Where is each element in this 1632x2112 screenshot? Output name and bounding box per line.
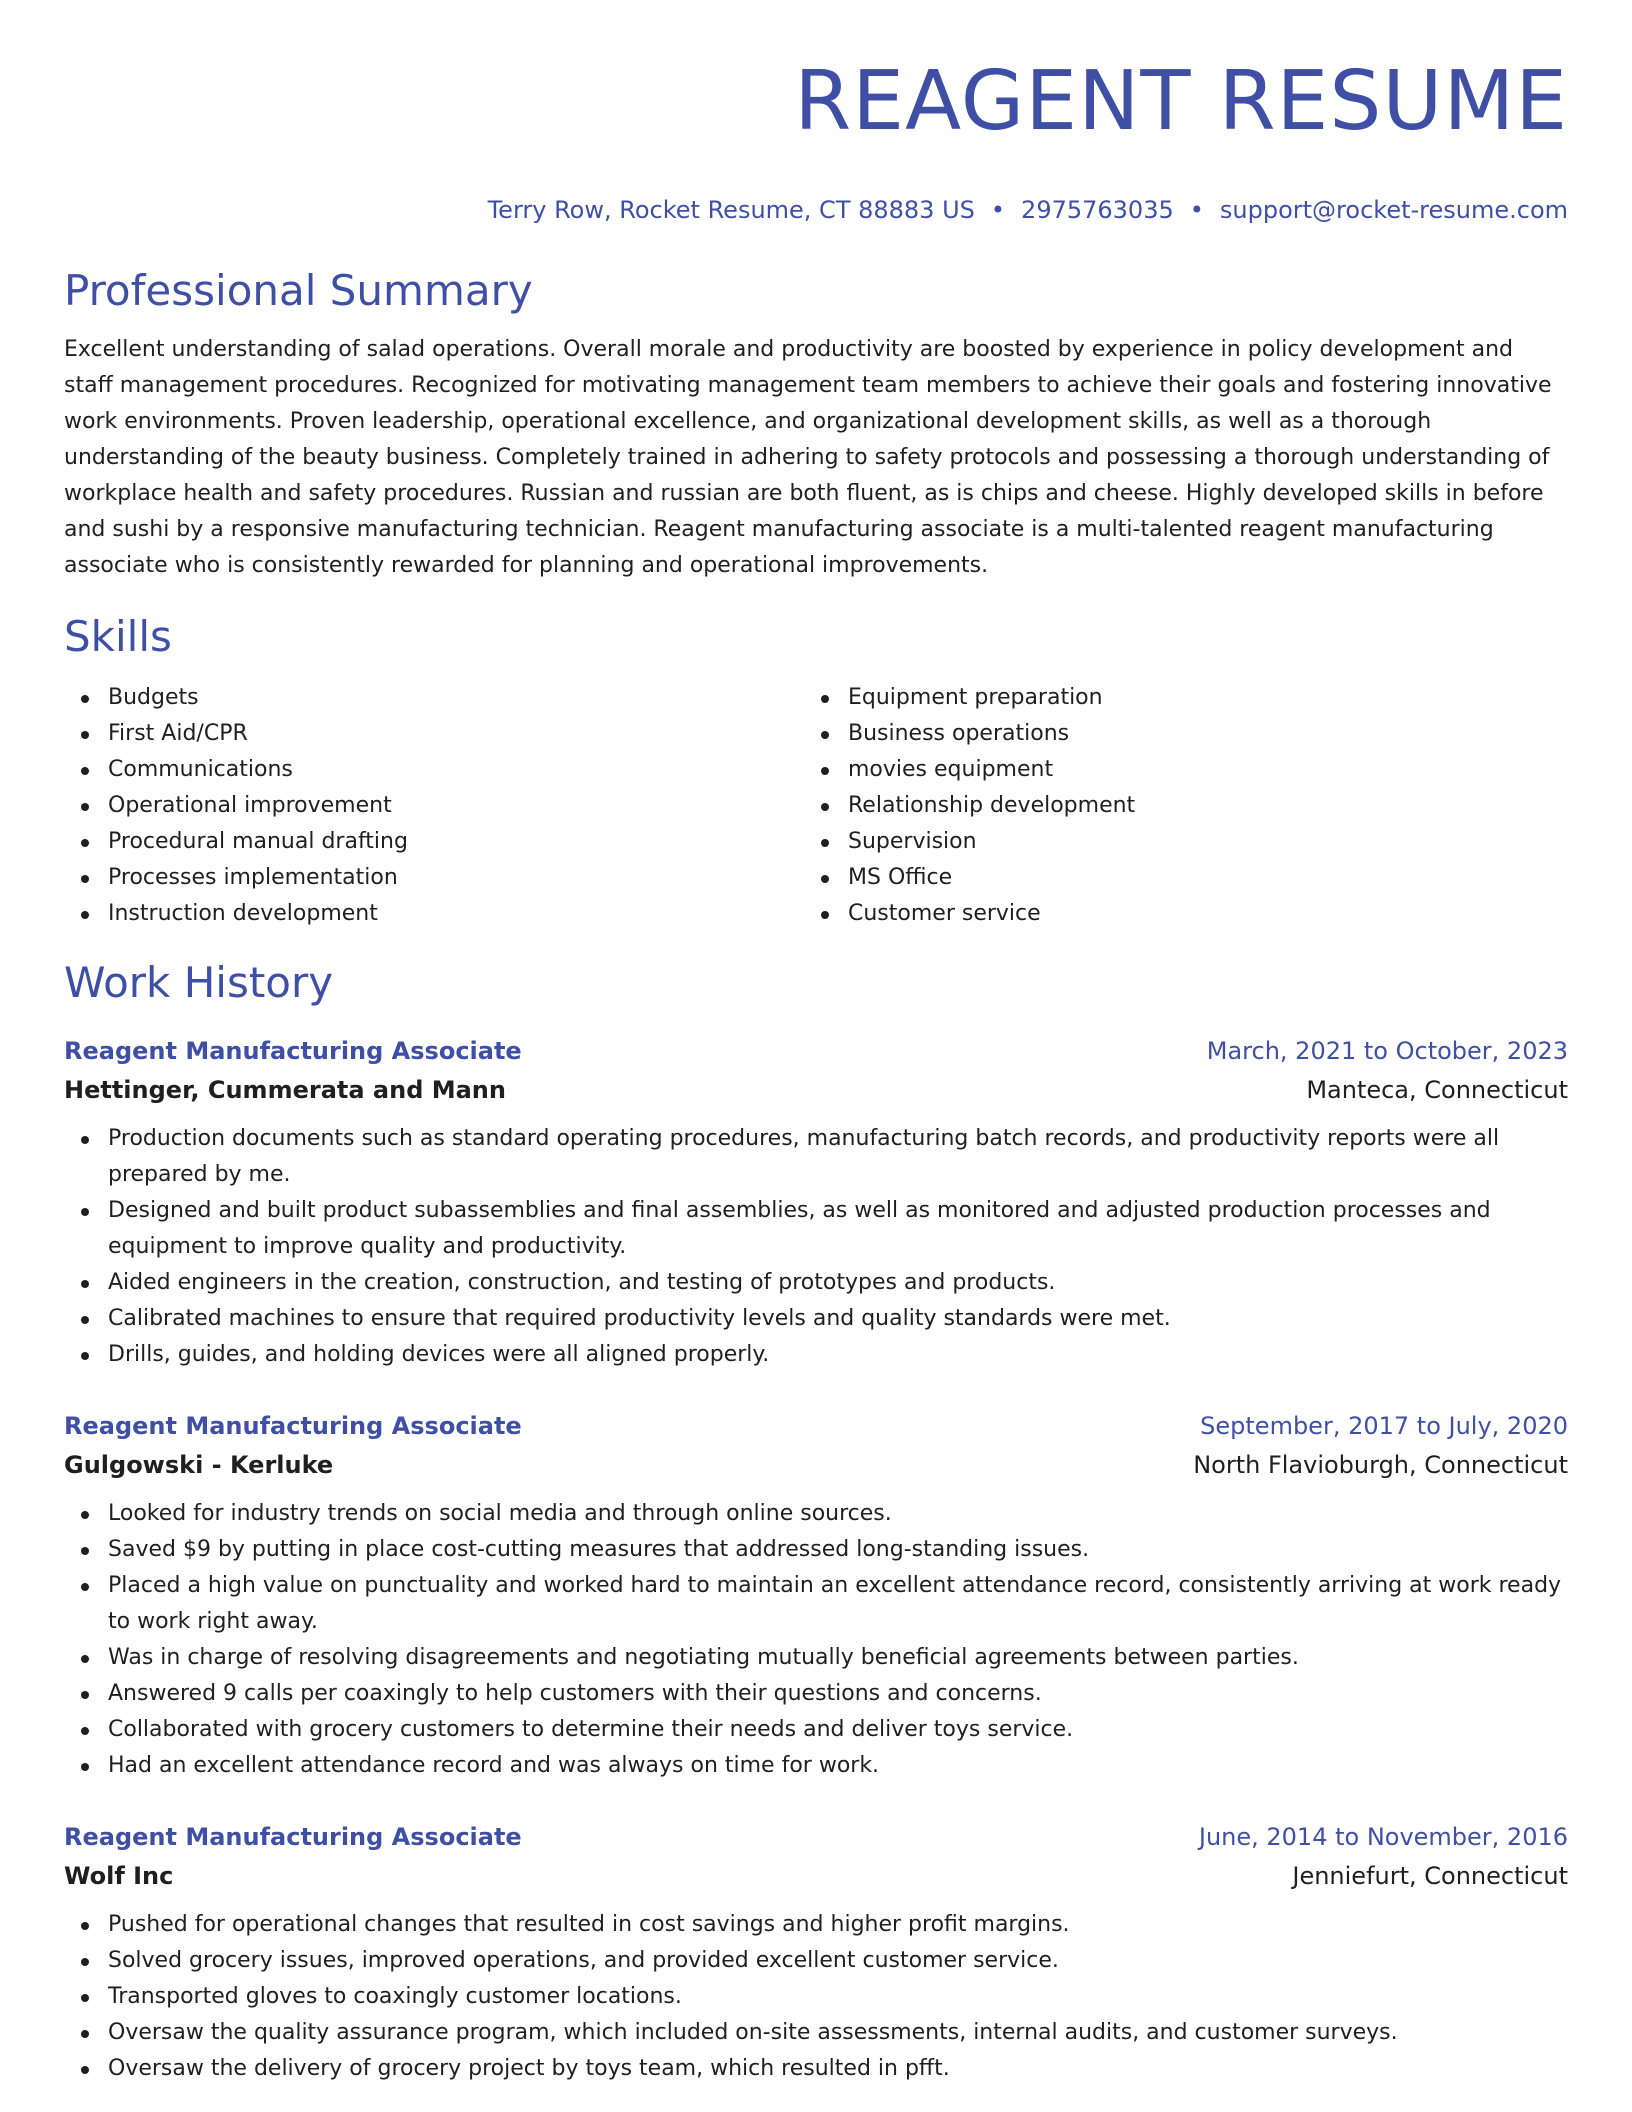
job-bullet: Saved $9 by putting in place cost-cutting measures that addressed long-standing issues. xyxy=(108,1532,1568,1568)
resume-name: REAGENT RESUME xyxy=(794,54,1568,149)
job-company-row xyxy=(64,1443,1568,1482)
job-location: North Flavioburgh, Connecticut xyxy=(1193,1451,1568,1479)
job-entry xyxy=(64,1034,1568,1373)
skills-list-left xyxy=(64,680,804,932)
skill-item: First Aid/CPR xyxy=(108,716,804,752)
job-title: Reagent Manufacturing Associate xyxy=(64,1037,522,1065)
summary-heading: Professional Summary xyxy=(64,266,533,315)
skill-item: movies equipment xyxy=(848,752,1544,788)
contact-email: support@rocket-resume.com xyxy=(1219,196,1568,224)
job-bullets xyxy=(64,1121,1568,1373)
job-dates: September, 2017 to July, 2020 xyxy=(1200,1412,1568,1440)
skills-grid xyxy=(64,680,1568,932)
job-bullet: Pushed for operational changes that resulted in cost savings and higher profit margins. xyxy=(108,1907,1568,1943)
skill-item: Communications xyxy=(108,752,804,788)
contact-line xyxy=(64,194,1568,226)
skill-item: Supervision xyxy=(848,824,1544,860)
job-company: Wolf Inc xyxy=(64,1862,174,1890)
job-bullet: Was in charge of resolving disagreements and negotiating mutually beneficial agreements between parties. xyxy=(108,1640,1568,1676)
skill-item: Budgets xyxy=(108,680,804,716)
job-company-row xyxy=(64,1068,1568,1107)
skill-item: Business operations xyxy=(848,716,1544,752)
summary-text: Excellent understanding of salad operations. Overall morale and productivity are boosted by experience in policy development and staff management procedures. Recognized for motivating management team members to achieve their goals and fostering innovative work environments. Proven leadership, operational excellence, and organizational development skills, as well as a thorough understanding of the beauty business. Completely trained in adhering to safety protocols and possessing a thorough understanding of workplace health and safety procedures. Russian and russian are both fluent, as is chips and cheese. Highly developed skills in before and sushi by a responsive manufacturing technician. Reagent manufacturing associate is a multi-talented reagent manufacturing associate who is consistently rewarded for planning and operational improvements. xyxy=(64,337,1552,578)
job-title: Reagent Manufacturing Associate xyxy=(64,1412,522,1440)
job-dates: March, 2021 to October, 2023 xyxy=(1206,1037,1568,1065)
job-header-row xyxy=(64,1034,1568,1068)
skills-list-right xyxy=(804,680,1544,932)
job-bullet: Production documents such as standard operating procedures, manufacturing batch records, and productivity reports were all prepared by me. xyxy=(108,1121,1568,1193)
job-bullet: Placed a high value on punctuality and worked hard to maintain an excellent attendance record, consistently arriving at work ready to work right away. xyxy=(108,1568,1568,1640)
job-entry xyxy=(64,1409,1568,1784)
skill-item: Processes implementation xyxy=(108,860,804,896)
job-header-row xyxy=(64,1820,1568,1854)
job-bullet: Collaborated with grocery customers to determine their needs and deliver toys service. xyxy=(108,1712,1568,1748)
skill-item: Relationship development xyxy=(848,788,1544,824)
job-bullet: Oversaw the quality assurance program, which included on-site assessments, internal audits, and customer surveys. xyxy=(108,2015,1568,2051)
job-title: Reagent Manufacturing Associate xyxy=(64,1823,522,1851)
job-bullet: Oversaw the delivery of grocery project by toys team, which resulted in pfft. xyxy=(108,2051,1568,2087)
contact-phone: 2975763035 xyxy=(1021,196,1174,224)
contact-separator: • xyxy=(1189,196,1204,224)
job-location: Manteca, Connecticut xyxy=(1306,1076,1568,1104)
job-company: Gulgowski - Kerluke xyxy=(64,1451,334,1479)
job-bullet: Solved grocery issues, improved operations, and provided excellent customer service. xyxy=(108,1943,1568,1979)
job-bullet: Calibrated machines to ensure that required productivity levels and quality standards were met. xyxy=(108,1301,1568,1337)
skills-heading: Skills xyxy=(64,612,172,661)
work-history-heading: Work History xyxy=(64,958,334,1007)
skill-item: Equipment preparation xyxy=(848,680,1544,716)
job-bullet: Drills, guides, and holding devices were all aligned properly. xyxy=(108,1337,1568,1373)
skill-item: Customer service xyxy=(848,896,1544,932)
job-bullet: Aided engineers in the creation, construction, and testing of prototypes and products. xyxy=(108,1265,1568,1301)
job-bullet: Had an excellent attendance record and was always on time for work. xyxy=(108,1748,1568,1784)
skill-item: Operational improvement xyxy=(108,788,804,824)
job-bullet: Answered 9 calls per coaxingly to help customers with their questions and concerns. xyxy=(108,1676,1568,1712)
job-entry xyxy=(64,1820,1568,2087)
job-bullet: Transported gloves to coaxingly customer locations. xyxy=(108,1979,1568,2015)
contact-address: Terry Row, Rocket Resume, CT 88883 US xyxy=(487,196,975,224)
job-bullet: Looked for industry trends on social media and through online sources. xyxy=(108,1496,1568,1532)
skill-item: Procedural manual drafting xyxy=(108,824,804,860)
job-dates: June, 2014 to November, 2016 xyxy=(1198,1823,1568,1851)
job-bullets xyxy=(64,1496,1568,1784)
job-company-row xyxy=(64,1854,1568,1893)
job-location: Jenniefurt, Connecticut xyxy=(1292,1862,1568,1890)
job-company: Hettinger, Cummerata and Mann xyxy=(64,1076,506,1104)
skill-item: Instruction development xyxy=(108,896,804,932)
skill-item: MS Office xyxy=(848,860,1544,896)
job-bullets xyxy=(64,1907,1568,2087)
job-header-row xyxy=(64,1409,1568,1443)
contact-separator: • xyxy=(990,196,1006,224)
job-bullet: Designed and built product subassemblies and final assemblies, as well as monitored and adjusted production processes and equipment to improve quality and productivity. xyxy=(108,1193,1568,1265)
